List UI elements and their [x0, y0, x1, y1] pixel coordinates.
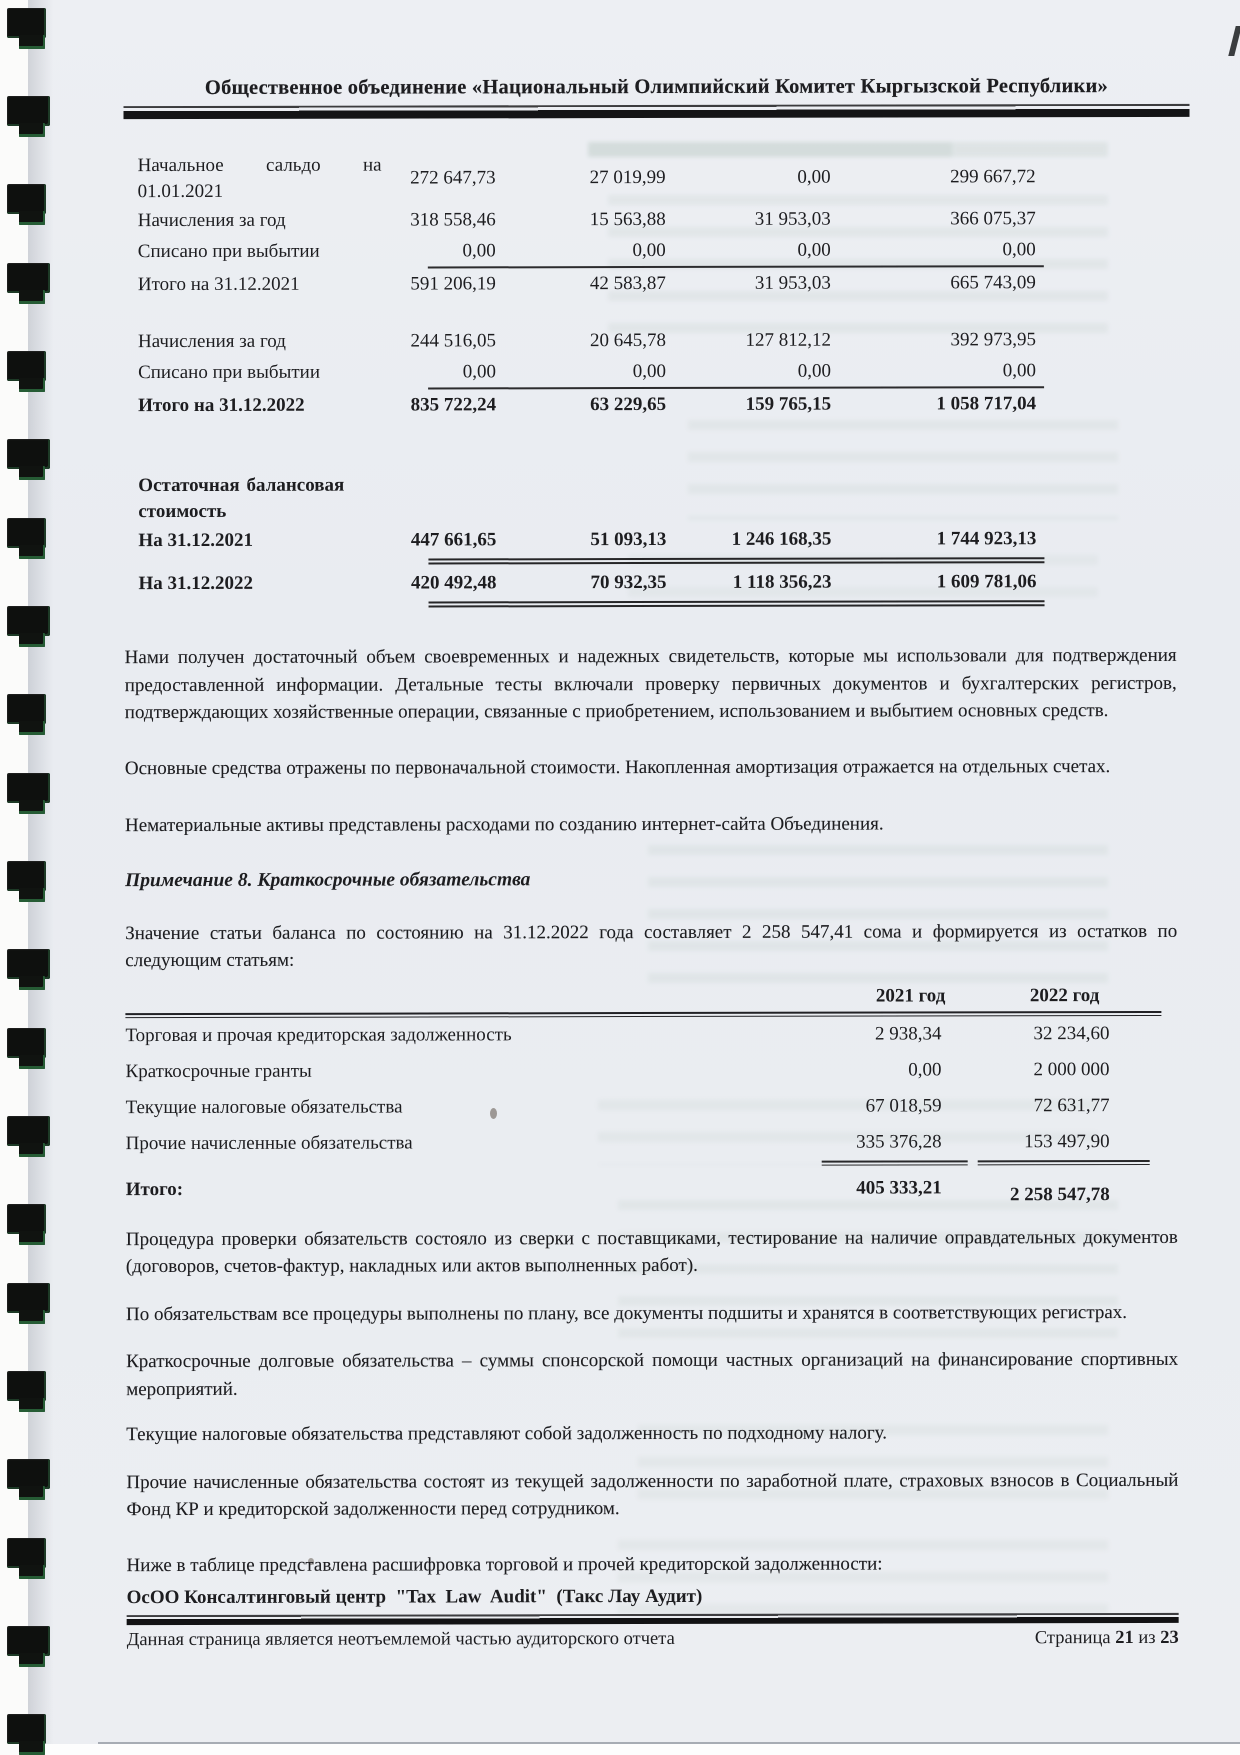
row-value: 1 609 781,06	[936, 570, 1037, 592]
table-spacer	[138, 445, 1040, 473]
paragraph-fixed-assets-cost: Основные средства отражены по первоначальной стоимости. Накопленная амортизация отражается на отдельных счетах.	[124, 755, 1111, 779]
fixed-assets-row	[138, 523, 1040, 556]
fixed-assets-row	[138, 151, 1040, 205]
paragraph-obligations-done: По обязательствам все процедуры выполнены по плану, все документы подшиты и хранятся в соответствующих регистрах.	[126, 1301, 1128, 1325]
row-value: 0,00	[632, 239, 666, 261]
row-label: Прочие начисленные обязательства	[125, 1132, 413, 1154]
row-value: 42 583,87	[589, 272, 666, 294]
page-content	[123, 0, 1192, 1651]
row-label: Начисления за год	[137, 209, 286, 231]
subtotal-rule-segment	[978, 1159, 1150, 1164]
row-value: 835 722,24	[410, 393, 497, 416]
table-spacer	[138, 419, 1040, 447]
row-value: 0,00	[1002, 359, 1037, 381]
row-label: Краткосрочные гранты	[125, 1060, 312, 1082]
row-value: 366 075,37	[950, 207, 1036, 229]
fixed-assets-row	[138, 234, 1040, 267]
row-value: 335 376,28	[856, 1130, 942, 1153]
fixed-assets-row	[138, 471, 1040, 525]
footer-page-info: Страница 21 из 23	[1034, 1627, 1179, 1649]
row-value: 0,00	[908, 1058, 942, 1080]
row-label: Списано при выбытии	[138, 361, 320, 383]
row-value: 31 953,03	[754, 272, 831, 294]
row-label: На 31.12.2022	[138, 572, 254, 594]
row-value: 1 118 356,23	[732, 571, 832, 593]
binding-tooth	[7, 184, 46, 214]
row-value: 153 497,90	[1024, 1130, 1110, 1152]
row-label: Торговая и прочая кредиторская задолженность	[125, 1023, 512, 1046]
paragraph-other-accrued: Прочие начисленные обязательства состоят из текущей задолженности по заработной плате, страховых взносов в Социальный Фонд КР и кредиторской задолженности перед сотрудником.	[126, 1469, 1179, 1521]
row-value: 244 516,05	[410, 329, 497, 352]
row-value: 447 661,65	[410, 528, 497, 551]
binding-tooth	[7, 861, 46, 891]
row-label: Итого на 31.12.2021	[137, 273, 300, 295]
binding-tooth	[7, 949, 50, 979]
fixed-assets-row	[138, 566, 1040, 599]
scan-corner-mark	[1228, 26, 1240, 56]
header-rule	[123, 104, 1189, 119]
footer-page-number: 21	[1115, 1628, 1134, 1649]
row-value: 272 647,73	[410, 167, 496, 189]
row-value: 32 234,60	[1033, 1022, 1110, 1044]
row-value: 127 812,12	[745, 329, 832, 351]
binding-tooth	[7, 439, 50, 469]
liabilities-table	[125, 976, 1161, 1209]
binding-tooth	[7, 1371, 46, 1401]
table-double-rule	[429, 600, 1045, 607]
fixed-assets-row	[138, 267, 1040, 300]
binding-tooth	[7, 1714, 46, 1744]
row-value: 20 645,78	[589, 329, 667, 351]
footer-total-pages: 23	[1160, 1627, 1179, 1648]
row-value: 15 563,88	[589, 208, 666, 230]
row-label: Итого на 31.12.2022	[138, 394, 305, 416]
fixed-assets-table	[138, 151, 1041, 608]
row-value: 299 667,72	[950, 166, 1036, 188]
row-value: 1 246 168,35	[731, 528, 832, 550]
paragraph-intangibles: Нематериальные активы представлены расходами по созданию интернет-сайта Объединения.	[124, 813, 884, 837]
subtotal-rule-segment	[822, 1160, 968, 1165]
paragraph-tax-liabilities: Текущие налоговые обязательства представляют собой задолженность по подходному налогу.	[126, 1422, 888, 1446]
liabilities-row	[125, 1015, 1161, 1053]
row-value: 70 932,35	[590, 571, 667, 593]
row-value: 665 743,09	[950, 271, 1036, 293]
row-value: 0,00	[797, 360, 832, 382]
liabilities-header-row	[125, 976, 1161, 1008]
binding-tooth	[7, 8, 46, 38]
footer-audit-firm: ОсОО Консалтинговый центр "Tax Law Audit" (Такс Лау Аудит)	[126, 1585, 703, 1609]
binding-tooth	[7, 1204, 46, 1234]
row-value: 27 019,99	[589, 166, 666, 189]
row-value: 31 953,03	[754, 208, 831, 230]
row-label: Текущие налоговые обязательства	[125, 1096, 403, 1118]
binding-tooth	[7, 96, 50, 126]
binding-tooth	[7, 1538, 46, 1568]
fixed-assets-row	[138, 388, 1040, 421]
binding-tooth	[7, 694, 46, 724]
footer-note: Данная страница является неотъемлемой частью аудиторского отчета	[126, 1628, 675, 1651]
row-value: 0,00	[462, 239, 496, 261]
row-value: 2 258 547,78	[1010, 1183, 1110, 1205]
binding-tooth	[7, 606, 50, 636]
year-column-header: 2022 год	[1029, 984, 1100, 1006]
footer-rule	[127, 1613, 1179, 1625]
row-value: 0,00	[462, 360, 497, 382]
binding-strip	[0, 0, 60, 1755]
liabilities-row	[125, 1051, 1161, 1089]
row-value: 159 765,15	[745, 393, 832, 415]
header-blank-cell	[125, 1007, 775, 1008]
binding-tooth	[7, 263, 50, 293]
row-label: На 31.12.2021	[138, 529, 253, 551]
note8-heading: Примечание 8. Краткосрочные обязательства	[125, 868, 531, 891]
table-double-rule	[428, 557, 1044, 564]
binding-tooth	[7, 773, 50, 803]
paragraph-procedure: Процедура проверки обязательств состояло из сверки с поставщиками, тестирование на наличие оправдательных документов (договоров, счетов-фактур, накладных или актов выполненных работ).	[125, 1226, 1178, 1278]
liabilities-row	[126, 1167, 1162, 1209]
paragraph-evidence: Нами получен достаточный объем своевременных и надежных свидетельств, которые мы использовали для подтверждения предоставленной информации. Детальные тесты включали проверку первичных документов и бухгалтерских регистров, подтверждающих хозяйственные операции, связанные с приобретением, использованием и выбытием основных средств.	[124, 644, 1177, 724]
row-value: 2 000 000	[1033, 1058, 1110, 1080]
binding-tooth	[7, 1626, 50, 1656]
row-value: 405 333,21	[856, 1176, 942, 1199]
row-value: 0,00	[1002, 238, 1036, 260]
binding-tooth	[7, 351, 46, 381]
row-label: Списано при выбытии	[137, 240, 320, 262]
row-value: 51 093,13	[590, 528, 667, 550]
row-value: 420 492,48	[410, 571, 497, 594]
row-value: 392 973,95	[950, 328, 1037, 350]
fixed-assets-row	[138, 355, 1040, 388]
paper-sheet	[28, 0, 1240, 1755]
row-value: 67 018,59	[865, 1094, 942, 1117]
row-value: 63 229,65	[590, 393, 667, 415]
paragraph-note8-intro: Значение статьи баланса по состоянию на 31.12.2022 года составляет 2 258 547,41 сома и формируется из остатков по следующим статьям:	[125, 920, 1178, 972]
row-value: 2 938,34	[874, 1022, 942, 1045]
binding-tooth	[7, 518, 46, 548]
row-value: 318 558,46	[410, 208, 496, 231]
scan-bottom-strip	[28, 1744, 1240, 1755]
row-label: Начисления за год	[137, 330, 286, 352]
fixed-assets-row	[138, 324, 1040, 357]
row-value: 591 206,19	[410, 272, 496, 295]
fixed-assets-row	[138, 203, 1040, 236]
paragraph-short-term-debt: Краткосрочные долговые обязательства – суммы спонсорской помощи частных организаций на финансирование спортивных мероприятий.	[126, 1348, 1179, 1400]
footer-row	[127, 1628, 1179, 1651]
row-label: Начальное сальдо на 01.01.2021	[137, 154, 382, 203]
row-value: 1 058 717,04	[936, 392, 1037, 414]
organization-title: Общественное объединение «Национальный Олимпийский Комитет Кыргызской Республики»	[204, 75, 1109, 99]
row-value: 0,00	[797, 166, 831, 188]
row-label: Итого:	[125, 1178, 184, 1200]
liabilities-row	[126, 1087, 1162, 1125]
row-label: Остаточная балансовая стоимость	[138, 474, 345, 523]
table-spacer	[138, 298, 1040, 326]
row-value: 72 631,77	[1033, 1094, 1110, 1116]
row-value: 0,00	[632, 360, 667, 382]
year-column-header: 2021 год	[875, 984, 946, 1007]
binding-tooth	[7, 1459, 50, 1489]
row-value: 0,00	[797, 239, 831, 261]
binding-tooth	[7, 1283, 50, 1313]
liabilities-row	[126, 1123, 1162, 1161]
row-value: 1 744 923,13	[936, 527, 1037, 549]
binding-tooth	[7, 1116, 50, 1146]
paragraph-below-table: Ниже в таблице представлена расшифровка торговой и прочей кредиторской задолженности:	[126, 1553, 883, 1576]
binding-tooth	[7, 1028, 46, 1058]
